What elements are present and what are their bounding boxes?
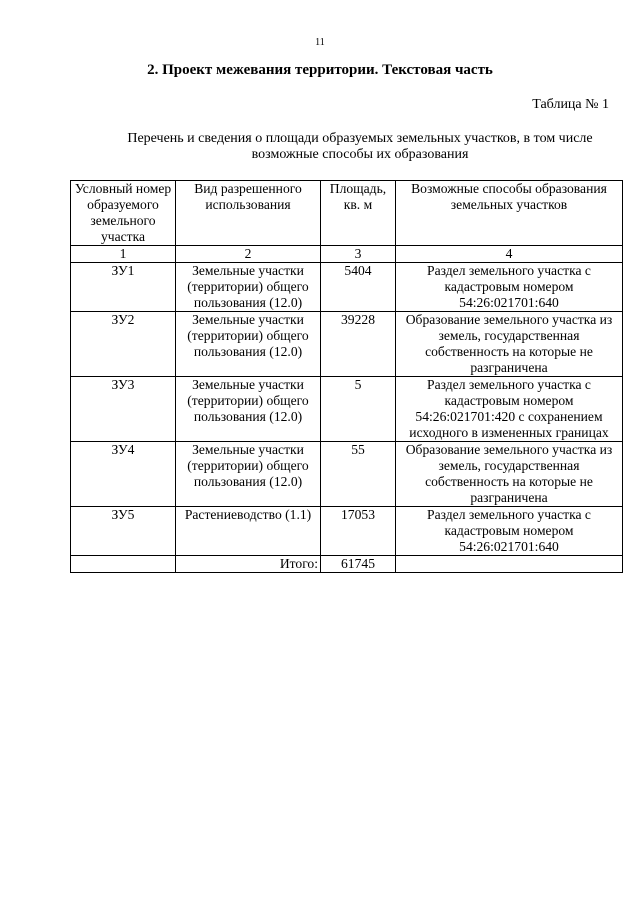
total-empty-cell [71, 556, 176, 573]
total-empty-cell [396, 556, 623, 573]
permitted-use: Земельные участки (территории) общего пользования (12.0) [176, 312, 321, 377]
parcel-id: ЗУ1 [71, 263, 176, 312]
parcel-id: ЗУ4 [71, 442, 176, 507]
area: 5404 [321, 263, 396, 312]
permitted-use: Земельные участки (территории) общего пользования (12.0) [176, 263, 321, 312]
column-number-row [71, 246, 623, 263]
table-caption: Перечень и сведения о площади образуемых земельных участков, в том числе возможные способы их образования [127, 131, 593, 162]
header-area: Площадь, кв. м [321, 181, 396, 246]
parcel-id: ЗУ5 [71, 507, 176, 556]
table-row [71, 312, 623, 377]
table-number: Таблица № 1 [532, 97, 609, 112]
parcels-table [70, 180, 623, 573]
area: 39228 [321, 312, 396, 377]
column-number: 2 [176, 246, 321, 263]
formation-method: Образование земельного участка из земель, государственная собственность на которые не разграничена [396, 442, 623, 507]
total-label: Итого: [176, 556, 321, 573]
table-row [71, 377, 623, 442]
permitted-use: Земельные участки (территории) общего пользования (12.0) [176, 442, 321, 507]
parcel-id: ЗУ2 [71, 312, 176, 377]
header-parcel-id: Условный номер образуемого земельного участка [71, 181, 176, 246]
area: 5 [321, 377, 396, 442]
column-number: 4 [396, 246, 623, 263]
total-value: 61745 [321, 556, 396, 573]
formation-method: Образование земельного участка из земель, государственная собственность на которые не разграничена [396, 312, 623, 377]
column-number: 1 [71, 246, 176, 263]
formation-method: Раздел земельного участка с кадастровым номером 54:26:021701:640 [396, 507, 623, 556]
permitted-use: Растениеводство (1.1) [176, 507, 321, 556]
table-header-row [71, 181, 623, 246]
area: 17053 [321, 507, 396, 556]
parcel-id: ЗУ3 [71, 377, 176, 442]
section-heading: 2. Проект межевания территории. Текстовая часть [147, 62, 493, 78]
header-permitted-use: Вид разрешенного использования [176, 181, 321, 246]
area: 55 [321, 442, 396, 507]
permitted-use: Земельные участки (территории) общего пользования (12.0) [176, 377, 321, 442]
column-number: 3 [321, 246, 396, 263]
formation-method: Раздел земельного участка с кадастровым номером 54:26:021701:420 с сохранением исходного в измененных границах [396, 377, 623, 442]
table-row [71, 442, 623, 507]
page-number: 11 [315, 37, 325, 48]
header-formation-method: Возможные способы образования земельных участков [396, 181, 623, 246]
table-row [71, 263, 623, 312]
total-row [71, 556, 623, 573]
table-row [71, 507, 623, 556]
formation-method: Раздел земельного участка с кадастровым номером 54:26:021701:640 [396, 263, 623, 312]
